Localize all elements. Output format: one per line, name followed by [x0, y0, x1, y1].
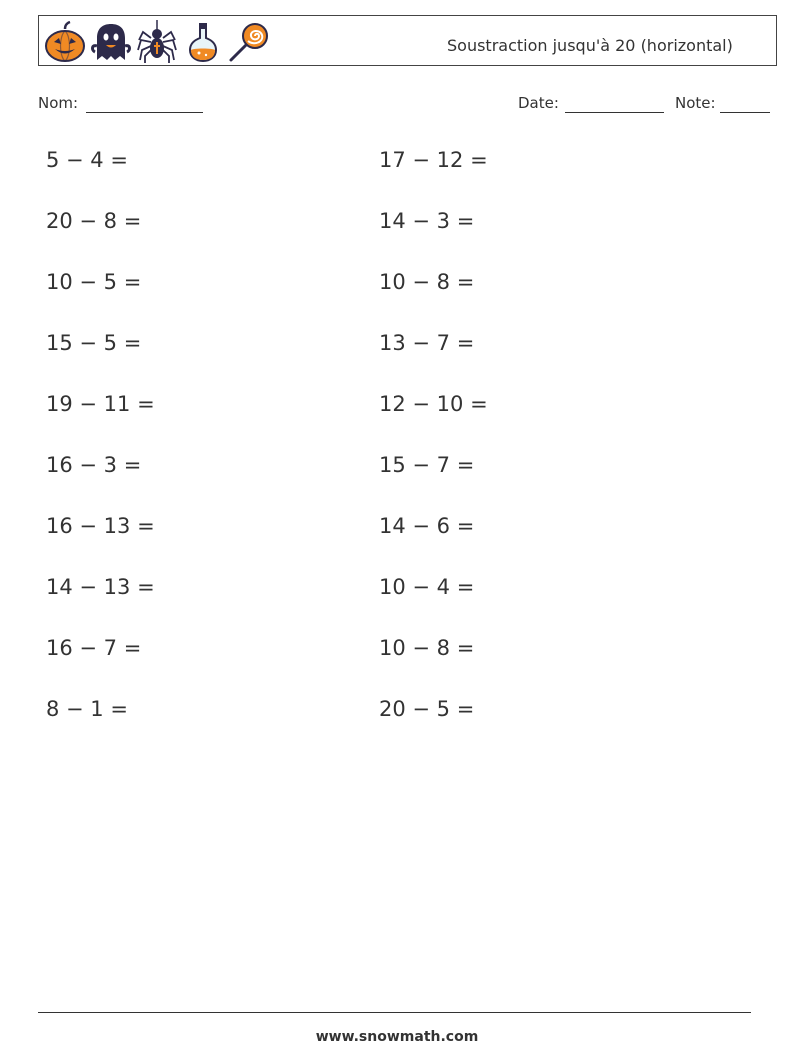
name-label: Nom:: [38, 94, 79, 112]
problem-item: 5 − 4 =: [46, 148, 128, 172]
problem-item: 10 − 8 =: [379, 270, 475, 294]
problem-item: 17 − 12 =: [379, 148, 488, 172]
problem-item: 10 − 4 =: [379, 575, 475, 599]
footer-divider: [38, 1012, 751, 1013]
problem-item: 15 − 7 =: [379, 453, 475, 477]
problem-item: 10 − 8 =: [379, 636, 475, 660]
date-blank: [565, 112, 664, 113]
problem-item: 16 − 3 =: [46, 453, 142, 477]
problem-item: 13 − 7 =: [379, 331, 475, 355]
problem-item: 19 − 11 =: [46, 392, 155, 416]
pumpkin-icon: [43, 20, 87, 64]
worksheet-title: Soustraction jusqu'à 20 (horizontal): [447, 36, 733, 55]
lollipop-icon: [227, 20, 271, 64]
problem-item: 10 − 5 =: [46, 270, 142, 294]
problem-item: 14 − 3 =: [379, 209, 475, 233]
problem-item: 16 − 13 =: [46, 514, 155, 538]
problem-item: 14 − 6 =: [379, 514, 475, 538]
grade-label: Note:: [675, 94, 716, 112]
name-blank: [86, 112, 203, 113]
problem-item: 20 − 5 =: [379, 697, 475, 721]
problem-item: 16 − 7 =: [46, 636, 142, 660]
problem-item: 8 − 1 =: [46, 697, 128, 721]
header-box: [38, 15, 777, 66]
date-label: Date:: [518, 94, 559, 112]
problem-item: 20 − 8 =: [46, 209, 142, 233]
ghost-icon: [89, 20, 133, 64]
problem-item: 14 − 13 =: [46, 575, 155, 599]
grade-blank: [720, 112, 770, 113]
spider-icon: [135, 20, 179, 64]
problem-item: 12 − 10 =: [379, 392, 488, 416]
potion-icon: [181, 20, 225, 64]
problem-item: 15 − 5 =: [46, 331, 142, 355]
footer-url: www.snowmath.com: [315, 1029, 479, 1045]
